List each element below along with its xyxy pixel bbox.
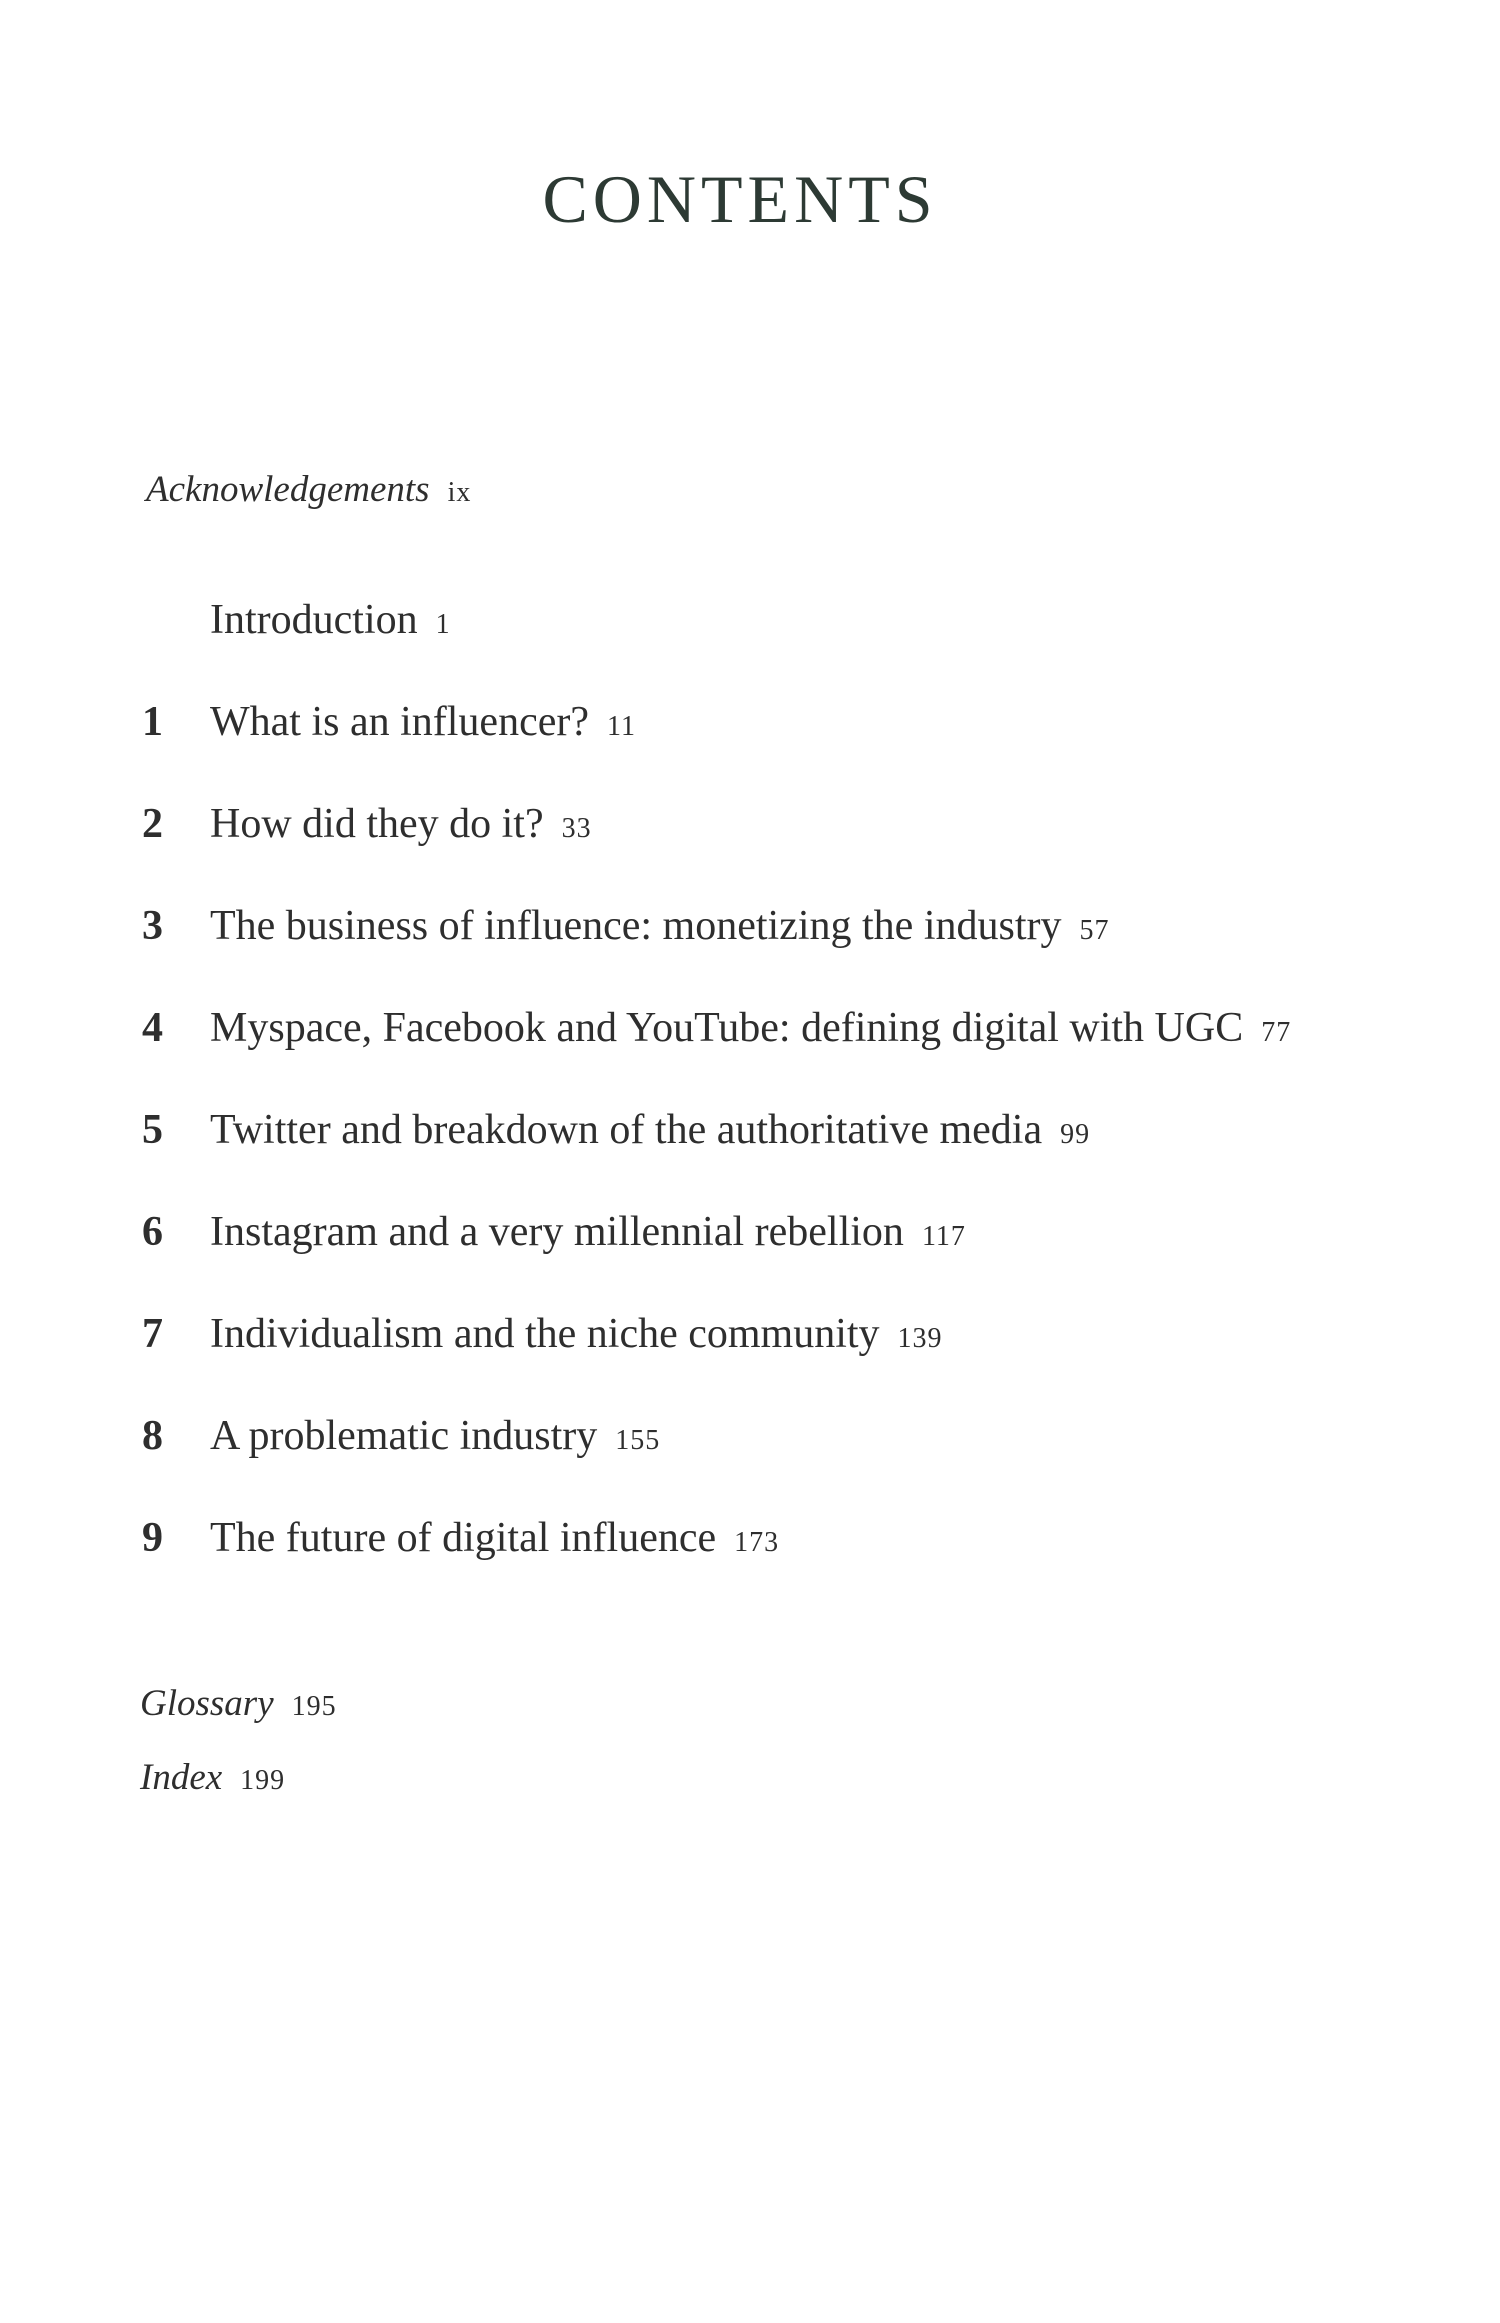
front-matter-acknowledgements xyxy=(146,468,471,511)
chapter-title: What is an influencer? xyxy=(210,699,589,745)
chapter-page: 57 xyxy=(1079,915,1110,946)
chapter-page: 117 xyxy=(921,1221,966,1252)
chapter-title: A problematic industry xyxy=(210,1413,598,1459)
chapter-page: 11 xyxy=(606,711,636,742)
chapter-title: The business of influence: monetizing the industry xyxy=(210,903,1062,949)
chapter-title: The future of digital influence xyxy=(210,1515,717,1561)
page-title: CONTENTS xyxy=(542,161,938,237)
chapter-title: Individualism and the niche community xyxy=(210,1311,880,1357)
chapter-number: 3 xyxy=(142,903,163,949)
chapter-number: 5 xyxy=(142,1107,163,1153)
chapter-page: 1 xyxy=(435,609,451,640)
front-matter-page: ix xyxy=(447,477,472,508)
back-matter-index xyxy=(140,1756,285,1799)
back-matter-page: 199 xyxy=(240,1765,286,1796)
chapter-title: Instagram and a very millennial rebellion xyxy=(210,1209,904,1255)
chapter-number: 6 xyxy=(142,1209,163,1255)
chapter-title: Twitter and breakdown of the authoritative media xyxy=(210,1107,1043,1153)
chapter-number: 2 xyxy=(142,801,163,847)
chapter-number: 4 xyxy=(142,1005,163,1051)
chapter-page: 77 xyxy=(1261,1017,1292,1048)
front-matter-label: Acknowledgements xyxy=(146,469,430,510)
chapter-number: 1 xyxy=(142,699,163,745)
chapter-page: 173 xyxy=(734,1527,780,1558)
chapter-title: Introduction xyxy=(210,597,418,643)
chapter-page: 139 xyxy=(897,1323,943,1354)
back-matter-page: 195 xyxy=(291,1691,337,1722)
back-matter-label: Index xyxy=(140,1757,223,1798)
chapter-number: 8 xyxy=(142,1413,163,1459)
chapter-title: How did they do it? xyxy=(210,801,544,847)
back-matter-glossary xyxy=(140,1682,337,1725)
chapter-page: 99 xyxy=(1060,1119,1091,1150)
chapter-number: 7 xyxy=(142,1311,163,1357)
chapter-title: Myspace, Facebook and YouTube: defining digital with UGC xyxy=(210,1005,1244,1051)
chapter-page: 33 xyxy=(561,813,592,844)
chapter-page: 155 xyxy=(615,1425,661,1456)
back-matter-label: Glossary xyxy=(140,1683,274,1724)
chapter-number: 9 xyxy=(142,1515,163,1561)
